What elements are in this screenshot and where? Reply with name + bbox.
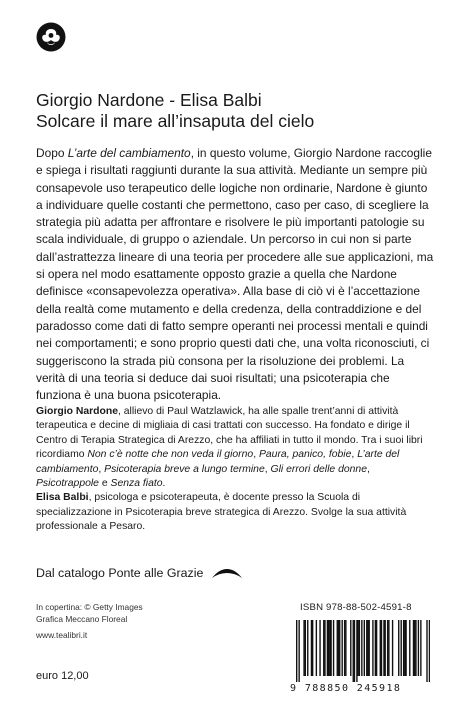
barcode-bar: [359, 620, 360, 676]
barcode-bar: [327, 620, 328, 676]
barcode-bar: [418, 620, 419, 676]
barcode-bar: [353, 620, 354, 682]
blurb-book-title: L’arte del cambiamento: [67, 146, 191, 160]
blurb-paragraph: [36, 145, 434, 404]
publisher-logo-icon: [36, 22, 66, 52]
barcode-bar: [361, 620, 362, 676]
cover-credits: [36, 602, 143, 625]
barcode-bar: [372, 620, 373, 676]
barcode-bar: [344, 620, 345, 676]
catalog-line: [36, 566, 243, 580]
barcode-bar: [312, 620, 313, 676]
blurb-text: , in questo volume, Giorgio Nardone raccoglie e spiega i risultati raggiunti durante la sua attività. Mediante un sempre più consapevole uso terapeutico delle logiche non ordinarie, Nardone è giunto a individuare quelle costanti che permettono, caso per caso, di scegliere la strategia più adatta per affrontare e risolvere le più importanti patologie su scala individuale, di gruppo o aziendale. Un percorso in cui non si parte dall’astrattezza lineare di una teoria per procedere alle sue applicazioni, ma si opera nel modo esattamente opposto grazie a quella che Nardone definisce «consapevolezza operativa». Alla base di ciò vi è l’accettazione della realtà come mutamento e della credenza, della contraddizione e del paradosso come dati di fatto sempre operanti nei processi mentali e quindi nei comportamenti; e sono proprio questi dati che, una volta riconosciuti, ci suggeriscono la strada più consona per la risoluzione dei problemi. La verità di una teoria si deduce dai suoi risultati; una psicoterapia che funziona è una buona psicoterapia.: [36, 146, 434, 403]
bio-name-nardone: Giorgio Nardone: [36, 406, 118, 417]
barcode-bar: [311, 620, 312, 676]
barcode-bar: [401, 620, 402, 676]
bio-book-title: Psicotrappole: [36, 478, 99, 490]
blurb-text: Dopo: [36, 146, 68, 160]
barcode-bar: [415, 620, 416, 676]
bio-separator: ,: [264, 463, 271, 475]
barcode: [296, 620, 430, 682]
authors-heading: Giorgio Nardone - Elisa Balbi: [36, 90, 262, 110]
barcode-bar: [383, 620, 384, 676]
wave-arc-icon: [211, 567, 243, 579]
barcode-bar: [420, 620, 421, 676]
barcode-bar: [369, 620, 370, 676]
bio-name-balbi: Elisa Balbi: [36, 492, 89, 504]
barcode-bar: [405, 620, 406, 676]
barcode-bar: [333, 620, 334, 676]
barcode-bar: [328, 620, 329, 676]
barcode-bar: [403, 620, 404, 676]
barcode-bar: [345, 620, 346, 676]
barcode-bar: [356, 620, 357, 682]
bio-book-title: Non c’è notte che non veda il giorno: [87, 449, 254, 461]
barcode-bar: [337, 620, 338, 676]
bio-separator: .: [162, 478, 166, 490]
publisher-website: www.tealibri.it: [36, 630, 88, 640]
price: euro 12,00: [36, 670, 89, 682]
bio-separator: ,: [351, 449, 358, 461]
bio-text: , allievo di Paul Watzlawick, ha alle spalle trent’anni di attività terapeutica e decine di migliaia di casi trattati con successo. Ha fondato e dirige il Centro di Terapia Strategica di Arezzo, che ha affiliati in tutto il mondo. Tra i suoi libri ricordiamo: [36, 406, 423, 461]
barcode-bar: [341, 620, 342, 676]
barcode-bar: [398, 620, 399, 676]
barcode-bar: [385, 620, 386, 676]
author-bios: [36, 405, 434, 535]
barcode-bar: [375, 620, 376, 676]
barcode-bar: [367, 620, 368, 676]
barcode-bar: [324, 620, 325, 676]
barcode-bar: [319, 620, 320, 676]
barcode-bar: [316, 620, 317, 676]
barcode-bar: [409, 620, 410, 676]
barcode-bar: [429, 620, 430, 682]
book-title: Solcare il mare all’insaputa del cielo: [36, 111, 315, 131]
bio-book-title: Gli errori delle donne: [270, 463, 367, 475]
barcode-bar: [298, 620, 299, 682]
barcode-bar: [426, 620, 427, 682]
barcode-bar: [329, 620, 330, 676]
barcode-bar: [381, 620, 382, 676]
design-credit-line: Grafica Meccano Floreal: [36, 613, 128, 624]
barcode-bar: [414, 620, 415, 676]
barcode-bar: [296, 620, 297, 682]
isbn-number: ISBN 978-88-502-4591-8: [300, 602, 412, 613]
barcode-bar: [323, 620, 324, 676]
barcode-bar: [303, 620, 304, 676]
barcode-bar: [380, 620, 381, 676]
barcode-bar: [305, 620, 306, 676]
cover-credit-line: In copertina: © Getty Images: [36, 602, 143, 612]
barcode-digits: 9 788850 245918: [290, 683, 402, 694]
barcode-bar: [350, 620, 351, 676]
bio-text: , psicologa e psicoterapeuta, è docente presso la Scuola di specializzazione in Psicoterapia breve strategica di Arezzo. Svolge la sua attività professionale a Pesaro.: [36, 492, 407, 533]
bio-separator: ,: [253, 449, 259, 461]
barcode-bar: [364, 620, 365, 676]
title-block: [36, 90, 436, 132]
barcode-bar: [354, 620, 355, 682]
bio-separator: e: [98, 478, 111, 490]
bio-book-title: Senza fiato: [110, 478, 163, 490]
barcode-bar: [387, 620, 388, 676]
bio-separator: ,: [366, 463, 370, 475]
barcode-bar: [366, 620, 367, 676]
barcode-bar: [388, 620, 389, 676]
barcode-bar: [357, 620, 358, 676]
barcode-bar: [307, 620, 308, 676]
catalog-label: Dal catalogo Ponte alle Grazie: [36, 566, 204, 580]
bio-separator: ,: [98, 463, 105, 475]
bio-book-title: Psicoterapia breve a lungo termine: [104, 463, 265, 475]
bio-book-title: Paura, panico, fobie: [258, 449, 352, 461]
barcode-bar: [338, 620, 339, 676]
barcode-bar: [404, 620, 405, 676]
barcode-bar: [376, 620, 377, 676]
bio-book-title: L’arte del cambiamento: [36, 449, 400, 475]
barcode-bar: [339, 620, 340, 676]
barcode-bar: [413, 620, 414, 676]
barcode-bar: [330, 620, 331, 676]
barcode-bar: [392, 620, 393, 676]
